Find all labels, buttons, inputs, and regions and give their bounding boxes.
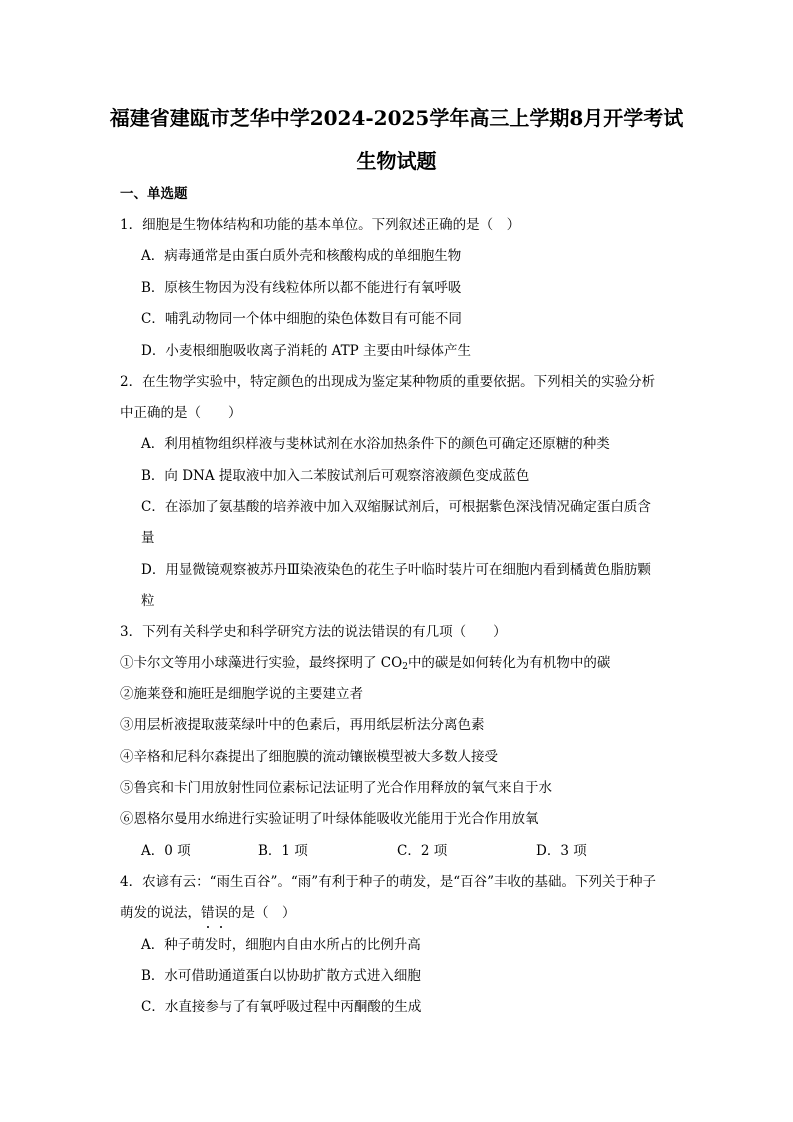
q2-stem-line1: 2．在生物学实验中，特定颜色的出现成为鉴定某种物质的重要依据。下列相关的实验分析 [120, 374, 656, 390]
q3-stem: 3．下列有关科学史和科学研究方法的说法错误的有几项（ ） [120, 624, 507, 640]
q3-statement-4: ④辛格和尼科尔森提出了细胞膜的流动镶嵌模型被大多数人接受 [120, 749, 498, 765]
q3-statement-1-pre: ①卡尔文等用小球藻进行实验，最终探明了 CO [120, 655, 403, 671]
q4-stem-line2-post: 的是（ ） [228, 905, 296, 921]
q2-option-c-line2: 量 [141, 530, 155, 546]
q2-option-d-line1: D．用显微镜观察被苏丹Ⅲ染液染色的花生子叶临时装片可在细胞内看到橘黄色脂肪颗 [141, 562, 651, 578]
exam-title: 福建省建瓯市芝华中学2024-2025学年高三上学期8月开学考试 [109, 106, 684, 130]
q3-statement-2: ②施莱登和施旺是细胞学说的主要建立者 [120, 686, 363, 702]
q2-option-c-line1: C．在添加了氨基酸的培养液中加入双缩脲试剂后，可根据紫色深浅情况确定蛋白质含 [141, 499, 651, 515]
q4-stem-line2-pre: 萌发的说法， [120, 905, 201, 921]
q4-option-b: B．水可借助通道蛋白以协助扩散方式进入细胞 [141, 968, 421, 984]
exam-subtitle: 生物试题 [356, 149, 437, 173]
q4-stem-line2 [120, 903, 296, 923]
q3-statement-1 [120, 653, 610, 673]
q4-emphasis-char-1: 错 [201, 905, 215, 921]
q2-option-d-line2: 粒 [141, 593, 155, 609]
q2-stem-line2: 中正确的是（ ） [120, 405, 242, 421]
q3-statement-6: ⑥恩格尔曼用水绵进行实验证明了叶绿体能吸收光能用于光合作用放氧 [120, 811, 539, 827]
q3-option-b: B．1 项 [258, 843, 308, 859]
q3-option-d: D．3 项 [536, 843, 587, 859]
q3-statement-1-sub: 2 [402, 662, 408, 672]
q4-emphasis-char-2: 误 [214, 905, 228, 921]
q1-option-d: D．小麦根细胞吸收离子消耗的 ATP 主要由叶绿体产生 [141, 343, 472, 359]
q4-option-c: C．水直接参与了有氧呼吸过程中丙酮酸的生成 [141, 999, 422, 1015]
q2-option-a: A．利用植物组织样液与斐林试剂在水浴加热条件下的颜色可确定还原糖的种类 [141, 436, 610, 452]
q1-option-a: A．病毒通常是由蛋白质外壳和核酸构成的单细胞生物 [141, 248, 462, 264]
q1-option-c: C．哺乳动物同一个体中细胞的染色体数目有可能不同 [141, 311, 462, 327]
section-heading: 一、单选题 [120, 186, 188, 202]
q3-statement-3: ③用层析液提取菠菜绿叶中的色素后，再用纸层析法分离色素 [120, 717, 485, 733]
q3-statement-5: ⑤鲁宾和卡门用放射性同位素标记法证明了光合作用释放的氧气来自于水 [120, 780, 552, 796]
q3-statement-1-post: 中的碳是如何转化为有机物中的碳 [407, 655, 611, 671]
q1-stem: 1．细胞是生物体结构和功能的基本单位。下列叙述正确的是（ ） [120, 217, 521, 233]
q1-option-b: B．原核生物因为没有线粒体所以都不能进行有氧呼吸 [141, 280, 462, 296]
q2-option-b: B．向 DNA 提取液中加入二苯胺试剂后可观察溶液颜色变成蓝色 [141, 468, 530, 484]
q4-stem-line1: 4．农谚有云：“雨生百谷”。“雨”有利于种子的萌发，是“百谷”丰收的基础。下列关于种子 [120, 874, 656, 890]
q3-option-a: A．0 项 [141, 843, 191, 859]
q3-option-c: C．2 项 [397, 843, 448, 859]
q4-option-a: A．种子萌发时，细胞内自由水所占的比例升高 [141, 937, 421, 953]
